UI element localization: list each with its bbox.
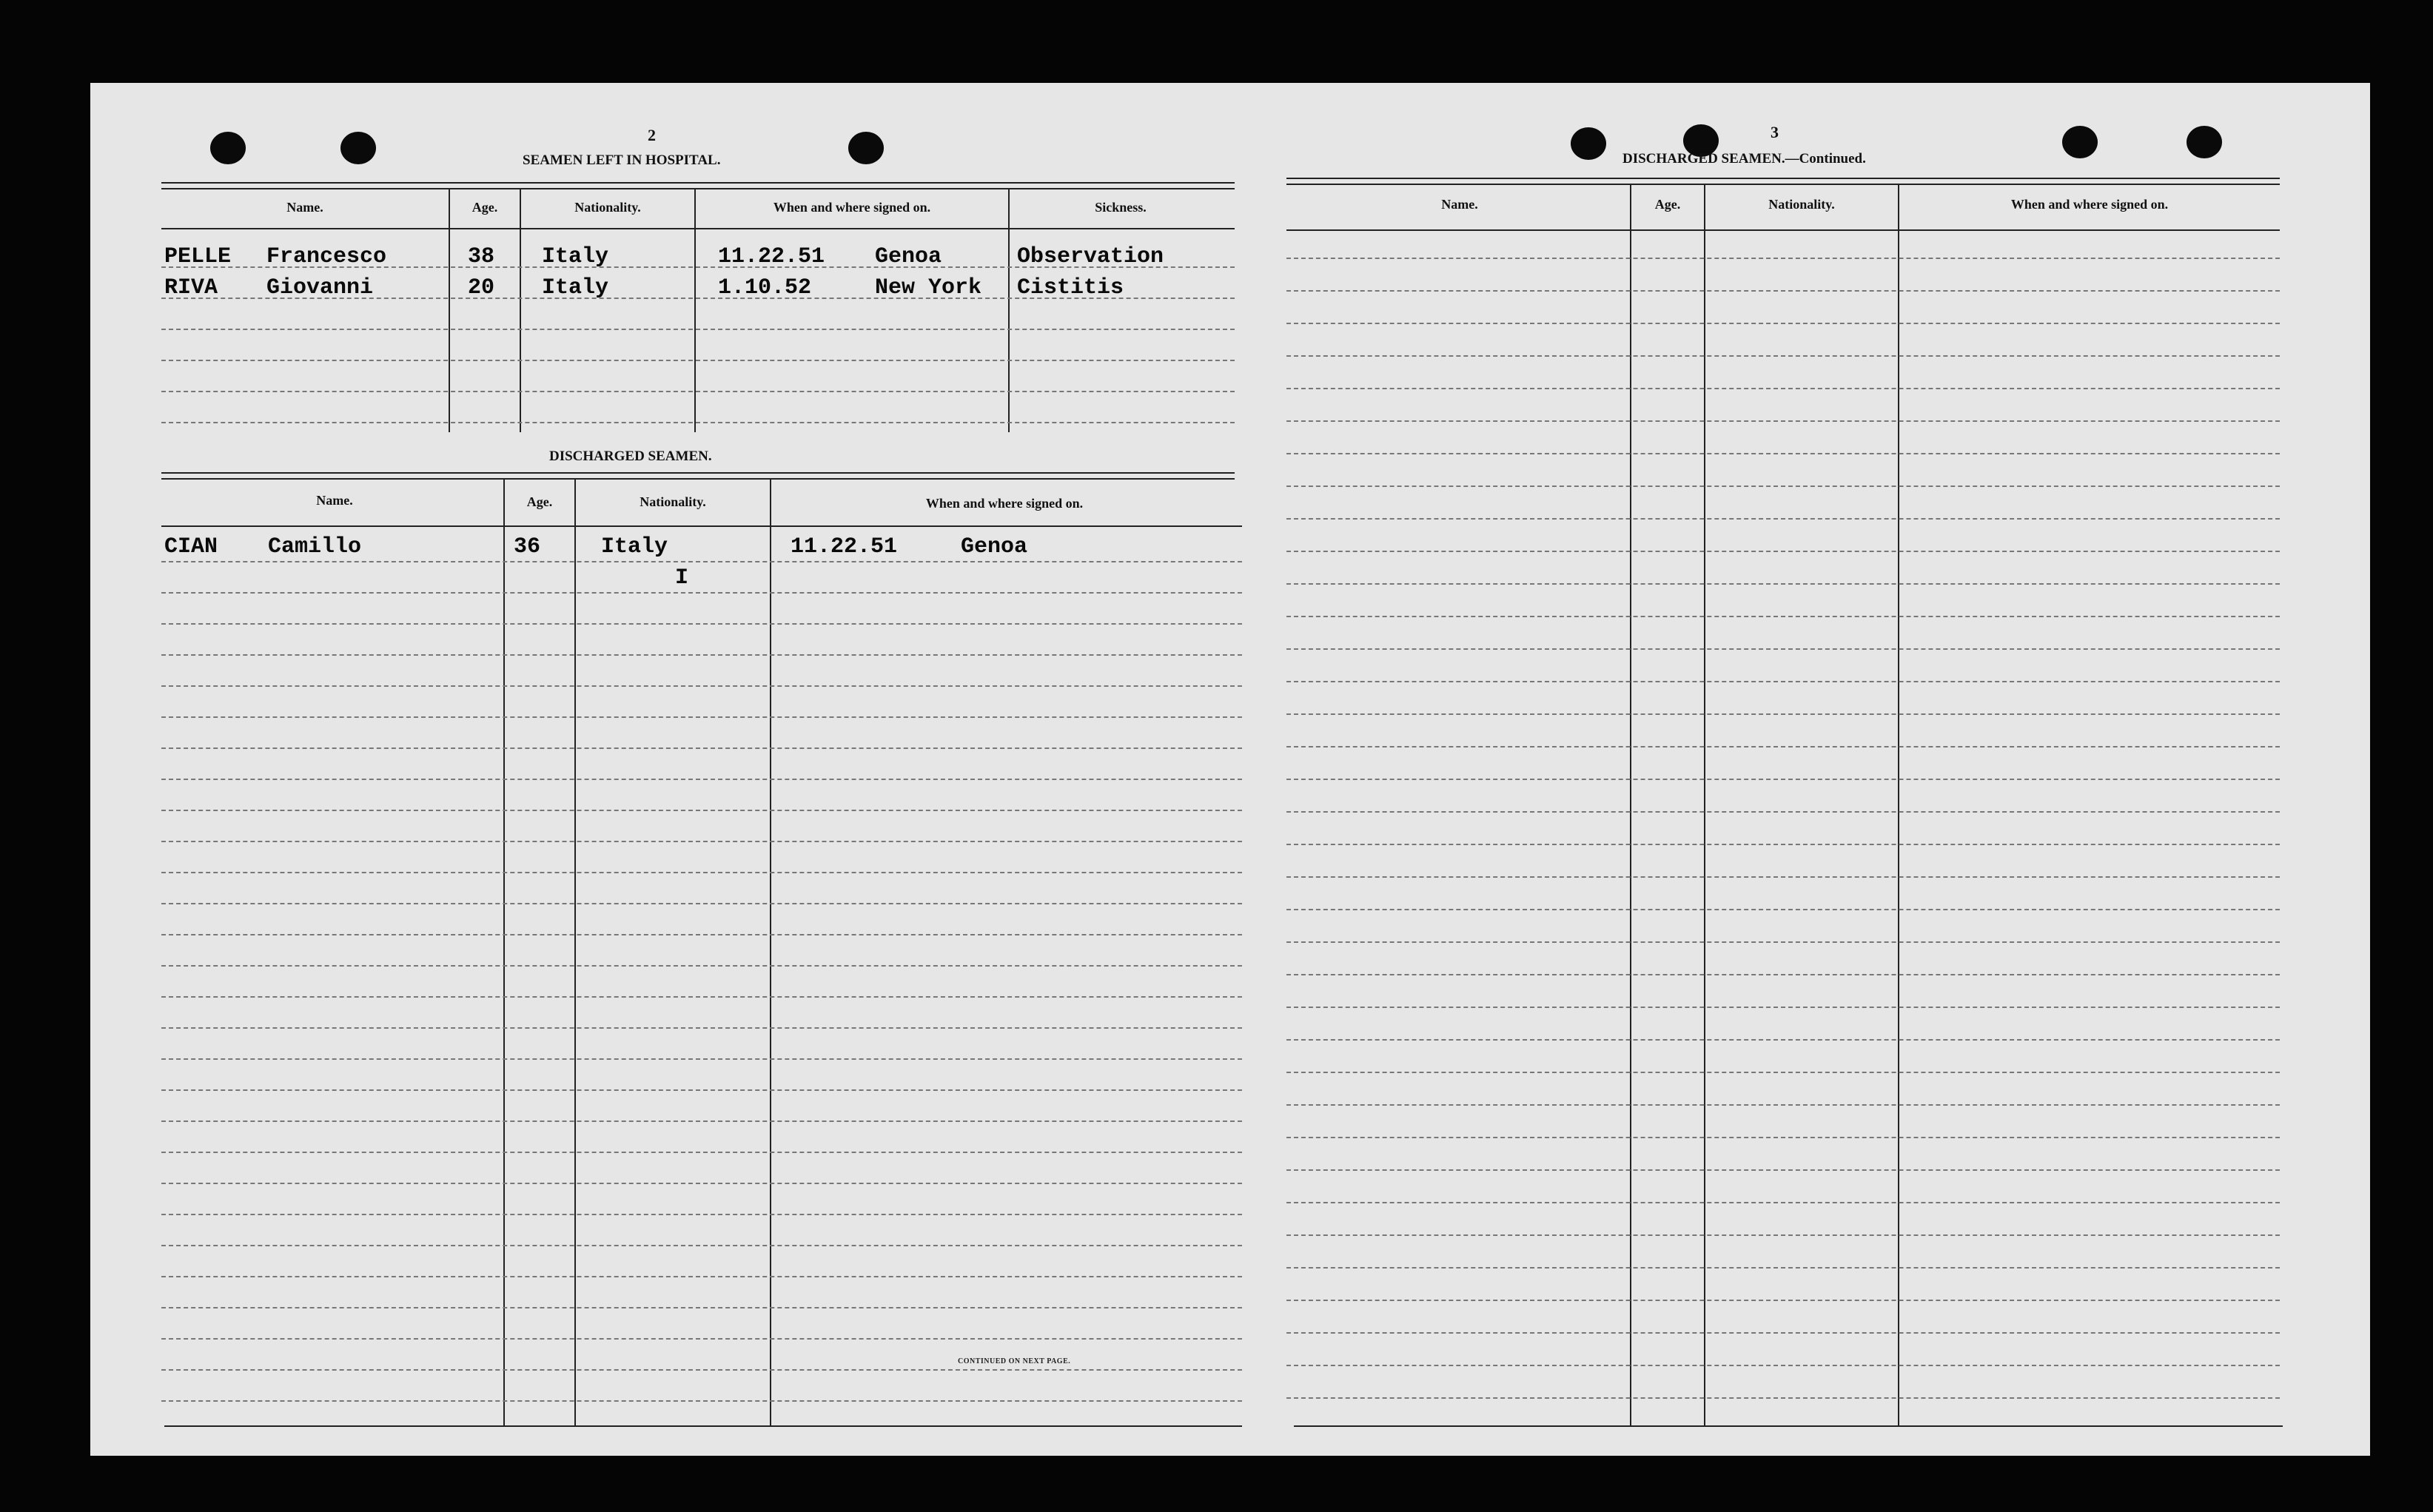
right-row-rule xyxy=(1286,811,2280,813)
right-row-rule xyxy=(1286,1267,2280,1269)
discharged-row-rule xyxy=(161,1152,1242,1153)
right-header-age: Age. xyxy=(1654,197,1681,212)
discharged-row-rule xyxy=(161,654,1242,656)
discharged-row-rule xyxy=(161,592,1242,594)
hospital-section-title: SEAMEN LEFT IN HOSPITAL. xyxy=(523,152,721,168)
discharged-row-1-surname: CIAN xyxy=(164,534,218,560)
right-row-rule xyxy=(1286,909,2280,910)
discharged-row-rule xyxy=(161,810,1242,811)
right-row-rule xyxy=(1286,1234,2280,1236)
hospital-col-divider xyxy=(1008,188,1010,432)
hospital-header-age: Age. xyxy=(472,200,498,215)
hospital-row-rule xyxy=(161,422,1235,423)
discharged-row-rule xyxy=(161,1369,1242,1371)
discharged-col-divider xyxy=(574,478,576,1425)
right-row-rule xyxy=(1286,1397,2280,1399)
hospital-row-1-surname: PELLE xyxy=(164,244,232,269)
right-row-rule xyxy=(1286,616,2280,617)
right-page-title: DISCHARGED SEAMEN.—Continued. xyxy=(1622,151,1866,167)
hospital-row-2-sickness: Cistitis xyxy=(1017,275,1124,300)
right-row-rule xyxy=(1286,420,2280,422)
left-page-number: 2 xyxy=(648,126,656,144)
right-row-rule xyxy=(1286,1104,2280,1106)
discharged-header-divider xyxy=(161,525,1242,527)
right-row-rule xyxy=(1286,1137,2280,1138)
discharged-col-divider xyxy=(770,478,771,1425)
discharged-row-rule xyxy=(161,996,1242,998)
hospital-row-rule xyxy=(161,391,1235,392)
discharged-row-1-date: 11.22.51 xyxy=(791,534,898,560)
discharged-row-rule xyxy=(161,1400,1242,1402)
hospital-row-1-nationality: Italy xyxy=(542,244,609,269)
discharged-table-top-border xyxy=(161,478,1235,480)
right-header-signed-on: When and where signed on. xyxy=(2010,197,2169,212)
discharged-col-divider xyxy=(503,478,505,1425)
hospital-row-1-date: 11.22.51 xyxy=(718,244,825,269)
right-row-rule xyxy=(1286,1072,2280,1073)
discharged-row-1-age: 36 xyxy=(514,534,541,560)
right-col-divider xyxy=(1704,184,1705,1425)
discharged-stray-mark: I xyxy=(675,565,689,591)
discharged-header-nationality: Nationality. xyxy=(640,494,706,509)
discharged-table-bottom-border xyxy=(164,1425,1242,1427)
discharged-row-rule xyxy=(161,903,1242,904)
punch-hole xyxy=(2062,126,2098,158)
discharged-header-name: Name. xyxy=(316,493,353,508)
discharged-row-rule xyxy=(161,1214,1242,1215)
punch-hole xyxy=(1571,127,1606,160)
discharged-header-signed-on: When and where signed on. xyxy=(925,496,1084,511)
hospital-header-nationality: Nationality. xyxy=(574,200,641,215)
hospital-header-divider xyxy=(161,228,1235,229)
right-row-rule xyxy=(1286,974,2280,975)
punch-hole xyxy=(210,132,246,164)
punch-hole xyxy=(340,132,376,164)
right-table-top-border xyxy=(1286,184,2280,185)
hospital-table-top-border xyxy=(161,188,1235,189)
right-table-top-border xyxy=(1286,178,2280,179)
discharged-row-rule xyxy=(161,685,1242,687)
discharged-row-1-given: Camillo xyxy=(268,534,362,560)
discharged-row-rule xyxy=(161,716,1242,718)
discharged-row-rule xyxy=(161,1027,1242,1029)
discharged-row-1-place: Genoa xyxy=(961,534,1028,560)
discharged-row-rule xyxy=(161,1183,1242,1184)
right-row-rule xyxy=(1286,323,2280,324)
right-row-rule xyxy=(1286,876,2280,878)
hospital-row-rule xyxy=(161,329,1235,330)
right-row-rule xyxy=(1286,713,2280,715)
right-col-divider xyxy=(1630,184,1631,1425)
discharged-row-rule xyxy=(161,623,1242,625)
discharged-row-rule xyxy=(161,561,1242,562)
right-row-rule xyxy=(1286,1007,2280,1008)
discharged-row-rule xyxy=(161,1245,1242,1246)
discharged-header-age: Age. xyxy=(526,494,553,509)
discharged-row-rule xyxy=(161,1089,1242,1091)
hospital-table-top-border xyxy=(161,182,1235,184)
discharged-row-rule xyxy=(161,779,1242,780)
punch-hole xyxy=(2187,126,2222,158)
punch-hole xyxy=(848,132,884,164)
discharged-row-rule xyxy=(161,965,1242,967)
discharged-row-rule xyxy=(161,747,1242,749)
discharged-row-1-nationality: Italy xyxy=(601,534,668,560)
right-row-rule xyxy=(1286,779,2280,780)
right-header-name: Name. xyxy=(1441,197,1478,212)
hospital-row-1-given: Francesco xyxy=(266,244,387,269)
hospital-row-1-place: Genoa xyxy=(875,244,942,269)
document-sheet xyxy=(90,83,2370,1456)
right-row-rule xyxy=(1286,1202,2280,1203)
hospital-row-2-given: Giovanni xyxy=(266,275,374,300)
right-row-rule xyxy=(1286,551,2280,552)
right-row-rule xyxy=(1286,1332,2280,1334)
right-col-divider xyxy=(1898,184,1899,1425)
right-row-rule xyxy=(1286,941,2280,943)
right-row-rule xyxy=(1286,290,2280,292)
right-row-rule xyxy=(1286,1169,2280,1171)
right-page-number: 3 xyxy=(1771,123,1779,141)
right-row-rule xyxy=(1286,355,2280,357)
right-row-rule xyxy=(1286,258,2280,259)
right-row-rule xyxy=(1286,518,2280,520)
right-row-rule xyxy=(1286,844,2280,845)
right-row-rule xyxy=(1286,1365,2280,1366)
hospital-row-rule xyxy=(161,360,1235,361)
hospital-header-sickness: Sickness. xyxy=(1095,200,1147,215)
hospital-row-1-sickness: Observation xyxy=(1017,244,1164,269)
right-row-rule xyxy=(1286,746,2280,747)
right-row-rule xyxy=(1286,1039,2280,1041)
discharged-row-rule xyxy=(161,934,1242,935)
continued-footer-note: CONTINUED ON NEXT PAGE. xyxy=(958,1357,1071,1365)
right-row-rule xyxy=(1286,453,2280,454)
discharged-row-rule xyxy=(161,1058,1242,1060)
hospital-header-signed-on: When and where signed on. xyxy=(773,200,931,215)
discharged-row-rule xyxy=(161,1120,1242,1122)
discharged-row-rule xyxy=(161,1276,1242,1277)
discharged-row-rule xyxy=(161,841,1242,842)
hospital-row-1-age: 38 xyxy=(468,244,495,269)
right-row-rule xyxy=(1286,1300,2280,1301)
right-row-rule xyxy=(1286,388,2280,389)
hospital-col-divider xyxy=(449,188,450,432)
hospital-col-divider xyxy=(694,188,696,432)
right-row-rule xyxy=(1286,583,2280,585)
right-header-divider xyxy=(1286,229,2280,231)
discharged-row-rule xyxy=(161,1338,1242,1340)
hospital-row-2-age: 20 xyxy=(468,275,495,300)
hospital-col-divider xyxy=(520,188,521,432)
right-header-nationality: Nationality. xyxy=(1768,197,1835,212)
hospital-header-name: Name. xyxy=(286,200,323,215)
discharged-row-rule xyxy=(161,1307,1242,1308)
hospital-row-2-nationality: Italy xyxy=(542,275,609,300)
right-row-rule xyxy=(1286,485,2280,487)
discharged-row-rule xyxy=(161,872,1242,873)
right-row-rule xyxy=(1286,681,2280,682)
hospital-row-2-place: New York xyxy=(875,275,982,300)
right-row-rule xyxy=(1286,648,2280,650)
hospital-row-2-surname: RIVA xyxy=(164,275,218,300)
discharged-section-title: DISCHARGED SEAMEN. xyxy=(549,448,712,464)
hospital-row-2-date: 1.10.52 xyxy=(718,275,812,300)
discharged-table-top-border xyxy=(161,472,1235,474)
right-table-bottom-border xyxy=(1294,1425,2283,1427)
